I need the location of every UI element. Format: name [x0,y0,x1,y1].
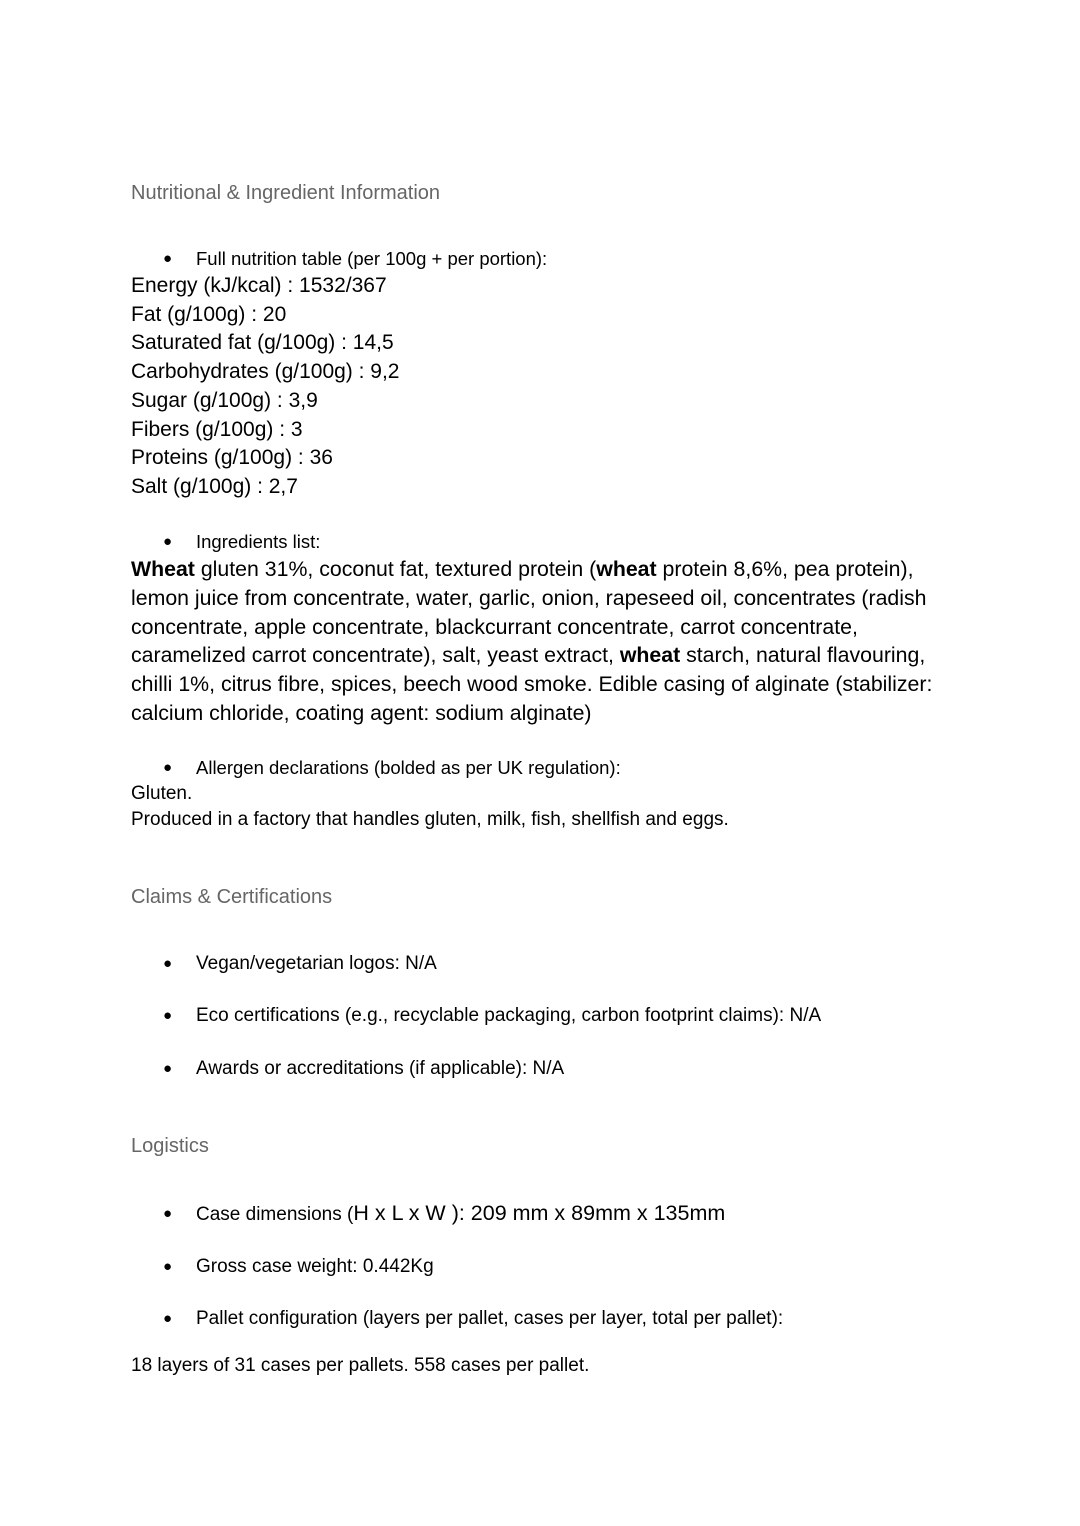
heading-logistics: Logistics [131,1135,209,1157]
logistics-pallet-config: Pallet configuration (layers per pallet, cases per layer, total per pallet): [196,1308,784,1329]
allergen-line-gluten: Gluten. [131,783,193,804]
case-dimensions-label: Case dimensions ( [196,1204,354,1225]
nutrition-row-saturated-fat: Saturated fat (g/100g) : 14,5 [131,331,394,354]
logistics-case-dimensions [196,1201,725,1227]
nutrition-row-fat: Fat (g/100g) : 20 [131,303,287,326]
bullet-dot: ● [163,1258,173,1275]
heading-claims: Claims & Certifications [131,886,333,908]
ingredients-text: gluten 31%, coconut fat, textured protein ( [194,557,597,581]
claims-item-vegan: Vegan/vegetarian logos: N/A [196,953,437,974]
claims-item-eco: Eco certifications (e.g., recyclable packaging, carbon footprint claims): N/A [196,1005,822,1026]
nutrition-row-sugar: Sugar (g/100g) : 3,9 [131,389,318,412]
nutrition-row-fibers: Fibers (g/100g) : 3 [131,418,303,441]
allergen-bold: wheat [596,557,657,581]
logistics-pallet-summary: 18 layers of 31 cases per pallets. 558 cases per pallet. [131,1355,590,1376]
bullet-dot: ● [163,1060,173,1077]
bullet-dot: ● [163,250,173,267]
logistics-gross-weight: Gross case weight: 0.442Kg [196,1256,434,1277]
bullet-dot: ● [163,955,173,972]
nutrition-table-bullet: Full nutrition table (per 100g + per portion): [196,248,548,269]
heading-nutrition: Nutritional & Ingredient Information [131,182,441,204]
allergen-line-factory: Produced in a factory that handles gluten, milk, fish, shellfish and eggs. [131,809,729,830]
nutrition-row-carbohydrates: Carbohydrates (g/100g) : 9,2 [131,360,400,383]
ingredients-paragraph [131,555,961,728]
nutrition-row-salt: Salt (g/100g) : 2,7 [131,475,298,498]
ingredients-bullet: Ingredients list: [196,531,321,552]
bullet-dot: ● [163,1007,173,1024]
bullet-dot: ● [163,1310,173,1327]
bullet-dot: ● [163,759,173,776]
case-dimensions-value: H x L x W ): 209 mm x 89mm x 135mm [353,1201,726,1225]
ingredients-text: starch, natural flavouring, chilli 1%, citrus fibre, spices, beech wood smoke. Edible casing of alginate (stabilizer: calcium chloride, coating agent: sodium alginate) [131,643,933,725]
bullet-dot: ● [163,533,173,550]
nutrition-row-energy: Energy (kJ/kcal) : 1532/367 [131,274,387,297]
bullet-dot: ● [163,1205,173,1222]
allergen-bold: Wheat [131,557,195,581]
claims-item-awards: Awards or accreditations (if applicable): N/A [196,1058,565,1079]
allergen-bold: wheat [619,643,681,668]
nutrition-row-proteins: Proteins (g/100g) : 36 [131,446,333,469]
ingredients-text: protein 8,6%, pea protein), lemon juice from concentrate, water, garlic, onion, rapeseed oil, concentrates (radish concentrate, apple concentrate, blackcurrant concentrate, carrot concentrate, caramelized carrot concentrate), salt, yeast extract, [131,557,927,668]
allergen-bullet: Allergen declarations (bolded as per UK regulation): [196,757,621,778]
